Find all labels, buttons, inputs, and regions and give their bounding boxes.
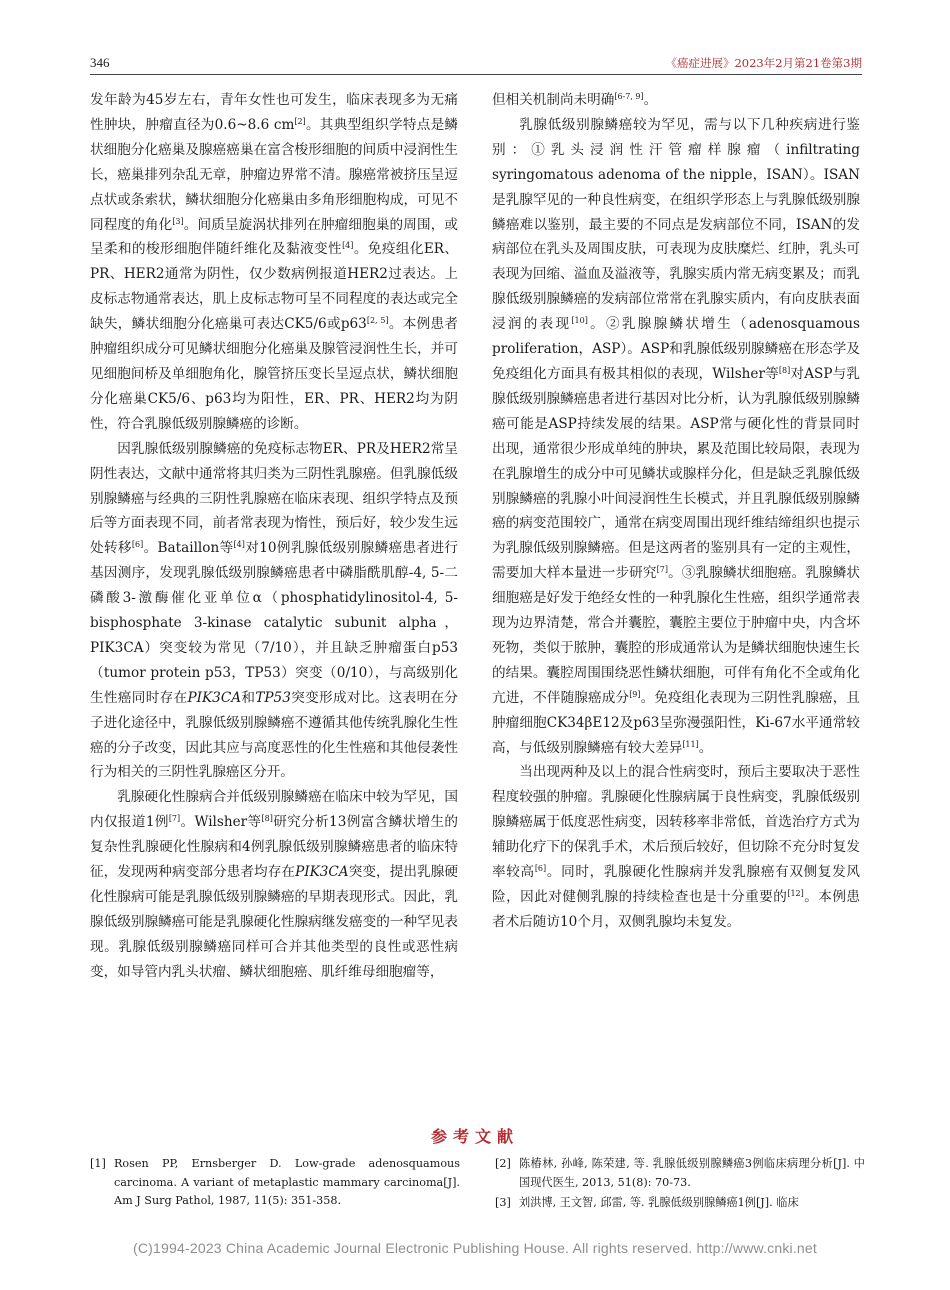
copyright-footer: (C)1994-2023 China Academic Journal Electronic Publishing House. All rights reserved. http://www.cnki.net (133, 1240, 817, 1256)
paragraph: 但相关机制尚未明确[6-7, 9]。 (492, 92, 658, 108)
citation[interactable]: [8] (261, 814, 273, 824)
references-right (495, 1155, 865, 1215)
reference-item[interactable] (495, 1155, 865, 1192)
citation[interactable]: [11] (682, 739, 699, 749)
references-heading: 参考文献 (430, 1127, 519, 1146)
citation[interactable]: [6] (534, 864, 547, 874)
reference-text: 刘洪博, 王文智, 邱雷, 等. 乳腺低级别腺鳞癌1例[J]. 临床 (519, 1196, 799, 1209)
references-left (90, 1155, 460, 1213)
paragraph: 因乳腺低级别腺鳞癌的免疫标志物ER、PR及HER2常呈阴性表达，文献中通常将其归类为三阴性乳腺癌。但乳腺低级别腺鳞癌与经典的三阴性乳腺癌在临床表现、组织学特点及预后等方面表现不同，前者常表现为惰性，预后好，较少发生远处转移[6]。Bataillon等[4]对10例乳腺低级别腺鳞癌患者进行基因测序，发现乳腺低级别腺鳞癌患者中磷脂酰肌醇-4, 5-二磷酸3-激酶催化亚单位α（phosphatidylinositol-4, 5-bisphosphate 3-kinase catalytic subunit alpha，PIK3CA）突变较为常见（7/10），并且缺乏肿瘤蛋白p53（tumor protein p53，TP53）突变（0/10），与高级别化生性癌同时存在PIK3CA和TP53突变形成对比。这表明在分子进化途径中，乳腺低级别腺鳞癌不遵循其他传统乳腺化生性癌的分子改变，因此其应与高度恶性的化生性癌和其他侵袭性行为相关的三阴性乳腺癌区分开。 (90, 440, 459, 781)
citation[interactable]: [3] (172, 216, 184, 226)
paragraph: 当出现两种及以上的混合性病变时，预后主要取决于恶性程度较强的肿瘤。乳腺硬化性腺病属于良性病变，乳腺低级别腺鳞癌属于低度恶性病变，因转移率非常低，首选治疗方式为辅助化疗下的保乳手术，术后预后较好，但切除不充分时复发率较高[6]。同时，乳腺硬化性腺病并发乳腺癌有双侧复发风险，因此对健侧乳腺的持续检查也是十分重要的[12]。本例患者术后随访10个月，双侧乳腺均未复发。 (492, 764, 861, 930)
citation[interactable]: [10] (571, 316, 588, 326)
paragraph: 乳腺硬化性腺病合并低级别腺鳞癌在临床中较为罕见，国内仅报道1例[7]。Wilsher等[8]研究分析13例富含鳞状增生的复杂性乳腺硬化性腺病和4例乳腺低级别腺鳞癌患者的临床特征，发现两种病变部分患者均存在PIK3CA突变，提出乳腺硬化性腺病可能是乳腺低级别腺鳞癌的早期表现形式。因此，乳腺低级别腺鳞癌可能是乳腺硬化性腺病继发癌变的一种罕见表现。乳腺低级别腺鳞癌同样可合并其他类型的良性或恶性病变，如导管内乳头状瘤、鳞状细胞癌、肌纤维母细胞瘤等， (90, 789, 459, 980)
reference-number: [1] (90, 1157, 106, 1170)
running-title: 《癌症进展》2023年2月第21卷第3期 (665, 56, 862, 70)
citation[interactable]: [9] (629, 689, 641, 699)
paragraph: 发年龄为45岁左右，青年女性也可发生，临床表现多为无痛性肿块，肿瘤直径为0.6~8.6 cm[2]。其典型组织学特点是鳞状细胞分化癌巢及腺癌癌巢在富含梭形细胞的间质中浸润性生长，癌巢排列杂乱无章，肿瘤边界常不清。腺癌常被挤压呈逗点状或条索状，鳞状细胞分化癌巢由多角形细胞构成，可见不同程度的角化[3]。间质呈旋涡状排列在肿瘤细胞巢的周围，或呈柔和的梭形细胞伴随纤维化及黏液变性[4]。免疫组化ER、PR、HER2通常为阴性，仅少数病例报道HER2过表达。上皮标志物通常表达，肌上皮标志物可呈不同程度的表达或完全缺失，鳞状细胞分化癌巢可表达CK5/6或p63[2, 5]。本例患者肿瘤组织成分可见鳞状细胞分化癌巢及腺管浸润性生长，并可见细胞间桥及单细胞角化，腺管挤压变长呈逗点状，鳞状细胞分化癌巢CK5/6、p63均为阳性，ER、PR、HER2均为阴性，符合乳腺低级别腺鳞癌的诊断。 (90, 92, 459, 432)
paragraph: 乳腺低级别腺鳞癌较为罕见，需与以下几种疾病进行鉴别：①乳头浸润性汗管瘤样腺瘤（infiltrating syringomatous adenoma of the nipple，ISAN）。ISAN是乳腺罕见的一种良性病变，在组织学形态上与乳腺低级别腺鳞癌难以鉴别，最主要的不同点是发病部位不同，ISAN的发病部位在乳头及周围皮肤，可表现为皮肤糜烂、红肿，乳头可表现为回缩、溢血及溢液等，乳腺实质内常无病变累及；而乳腺低级别腺鳞癌的发病部位常常在乳腺实质内，有向皮肤表面浸润的表现[10]。②乳腺腺鳞状增生（adenosquamous proliferation，ASP）。ASP和乳腺低级别腺鳞癌在形态学及免疫组化方面具有极其相似的表现，Wilsher等[8]对ASP与乳腺低级别腺鳞癌患者进行基因对比分析，认为乳腺低级别腺鳞癌可能是ASP持续发展的结果。ASP常与硬化性的背景同时出现，通常很少形成单纯的肿块，累及范围比较局限，表现为在乳腺增生的成分中可见鳞状或腺样分化，但是缺乏乳腺低级别腺鳞癌的乳腺小叶间浸润性生长模式，并且乳腺低级别腺鳞癌的病变范围较广，通常在病变周围出现纤维结缔组织也提示为乳腺低级别腺鳞癌。但是这两者的鉴别具有一定的主观性，需要加大样本量进一步研究[7]。③乳腺鳞状细胞癌。乳腺鳞状细胞癌是好发于绝经女性的一种乳腺化生性癌，组织学通常表现为边界清楚，常合并囊腔，囊腔主要位于肿瘤中央，内含坏死物，类似于脓肿，囊腔的形成通常认为是鳞状细胞快速生长的结果。囊腔周围围绕恶性鳞状细胞，可伴有角化不全或角化亢进，不伴随腺癌成分[9]。免疫组化表现为三阴性乳腺癌，且肿瘤细胞CK34βE12及p63呈弥漫强阳性，Ki-67水平通常较高，与低级别腺鳞癌有较大差异[11]。 (492, 116, 861, 756)
page-header (90, 52, 862, 75)
reference-item[interactable] (495, 1194, 865, 1213)
reference-item[interactable] (90, 1155, 460, 1211)
citation[interactable]: [7] (656, 565, 668, 575)
citation[interactable]: [2] (294, 116, 306, 126)
citation[interactable]: [7] (168, 814, 181, 824)
page-number: 346 (90, 55, 110, 70)
citation[interactable]: [2, 5] (366, 316, 389, 326)
reference-text: Rosen PP, Ernsberger D. Low-grade adenosquamous carcinoma. A variant of metaplastic mammary carcinoma[J]. Am J Surg Pathol, 1987, 11(5): 351-358. (114, 1157, 460, 1207)
reference-number: [2] (495, 1157, 511, 1170)
citation[interactable]: [8] (778, 365, 791, 375)
left-column (90, 88, 458, 985)
reference-number: [3] (495, 1196, 511, 1209)
citation[interactable]: [4] (342, 241, 354, 251)
citation[interactable]: [12] (787, 889, 804, 898)
right-column (492, 88, 860, 935)
reference-text: 陈椿林, 孙峰, 陈荣建, 等. 乳腺低级别腺鳞癌3例临床病理分析[J]. 中国现代医生, 2013, 51(8): 70-73. (519, 1157, 865, 1189)
citation[interactable]: [6-7, 9] (614, 92, 644, 101)
citation[interactable]: [4] (233, 540, 245, 550)
citation[interactable]: [6] (131, 540, 144, 550)
